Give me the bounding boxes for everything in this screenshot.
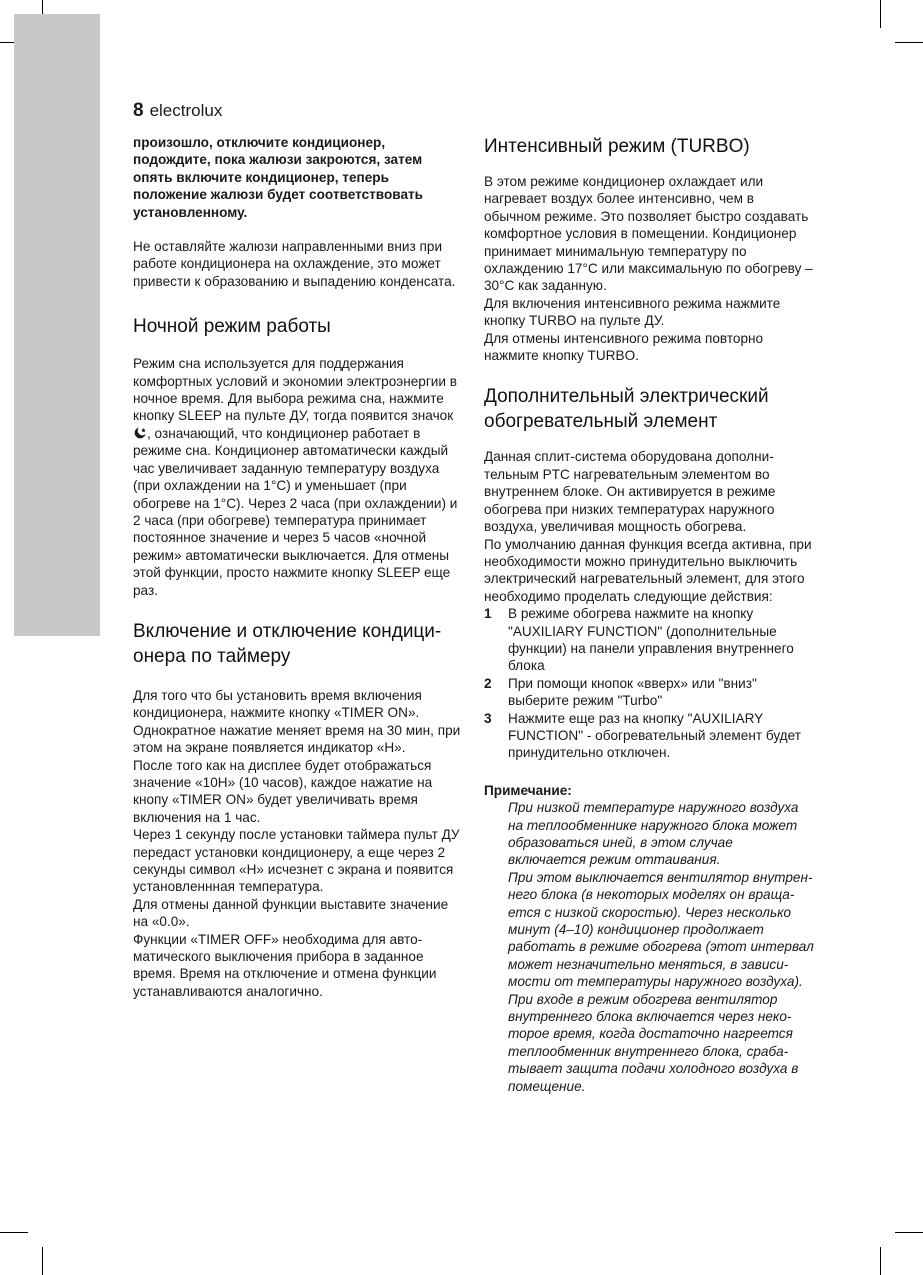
crop-mark <box>42 1247 43 1275</box>
list-item: 1 В режиме обогрева нажмите на кнопку "AUXILIARY FUNCTION" (дополнительные функции) на панели управления внутреннего блока <box>484 606 794 674</box>
right-column <box>484 134 814 1095</box>
left-column <box>133 134 463 1000</box>
note-paragraph: При этом выключается вентилятор внутреннего блока (в некоторых моделях он вращается с низкой скоростью). Через несколько минут (4–10) кондиционер продолжает работать в режиме обогрева (этот интервал может незначительно меняться, в зависимости от температуры наружного воздуха). <box>508 869 814 990</box>
note-title: Примечание: <box>484 782 572 798</box>
list-item: 2 При помощи кнопок «вверх» или "вниз" выберите режим "Turbo" <box>484 675 757 709</box>
timer-paragraph: Для отмены данной функции выставите значение на «0.0». <box>133 896 449 930</box>
section-tab <box>14 14 100 636</box>
page-number: 8 <box>133 100 144 121</box>
warning-text: Не оставляйте жалюзи направленными вниз при работе кондиционера на охлаждение, это может привести к образованию и выпадению конденсата. <box>133 239 456 289</box>
crop-mark <box>0 1232 28 1233</box>
timer-heading: Включение и отключение кондиционера по таймеру <box>133 620 442 667</box>
timer-paragraph: Через 1 секунду после установки таймера пульт ДУ передаст установки кондиционеру, а еще через 2 секунды символ «H» исчезнет с экрана и появится установленнная температура. <box>133 827 460 895</box>
note-paragraph: При низкой температуре наружного воздуха на теплообменнике наружного блока может образоваться иней, в этом случае включается режим оттаивания. <box>508 800 799 868</box>
night-mode-heading: Ночной режим работы <box>133 316 331 338</box>
crop-mark <box>895 1232 923 1233</box>
sleep-moon-icon <box>133 426 147 440</box>
turbo-paragraph: В этом режиме кондиционер охлаждает или нагревает воздух более интенсивно, чем в обычном режиме. Это позволяет быстро создавать комфортное условия в помещении. Кондиционер принимает минимальную температуру по охлаждению 17°C или максимальную по обогреву – 30°C как заданную. <box>484 174 813 294</box>
list-item: 3 Нажмите еще раз на кнопку "AUXILIARY FUNCTION" - обогревательный элемент будет принудительно отключен. <box>484 710 801 761</box>
turbo-paragraph: Для отмены интенсивного режима повторно нажмите кнопку TURBO. <box>484 330 764 364</box>
timer-paragraph: Для того что бы установить время включения кондиционера, нажмите кнопку «TIMER ON». Однократное нажатие меняет время на 30 мин, при этом на экране появляется индикатор «H». <box>133 687 461 756</box>
night-mode-text: Режим сна используется для поддержания комфортных условий и экономии электроэнергии в ночное время. Для выбора режима сна, нажмите кнопку SLEEP на пульте ДУ, тогда появится значок , означающий, что кондиционер работает в режиме сна. Кондиционер автоматически каждый час увеличивает заданную температуру воздуха (при охлаждении на 1°C) и уменьшает (при обогреве на 1°C). Через 2 часа (при охлаждении) и 2 часа (при обогреве) температура принимает постоянное значение и через 5 часов «ночной режим» автоматически выключается. Для отмены этой функции, просто нажмите кнопку SLEEP еще раз. <box>133 356 458 598</box>
turbo-heading: Интенсивный режим (TURBO) <box>484 136 750 157</box>
brand-name: electrolux <box>149 101 223 120</box>
note-body <box>484 799 814 1095</box>
heater-paragraph: По умолчанию данная функция всегда активна, при необходимости можно принудительно выключить электрический нагревательный элемент, для этого необходимо проделать следующие действия: <box>484 536 812 604</box>
turbo-paragraph: Для включения интенсивного режима нажмите кнопку TURBO на пульте ДУ. <box>484 295 781 329</box>
intro-bold-text: произошло, отключите кондиционер, подождите, пока жалюзи закроются, затем опять включите кондиционер, теперь положение жалюзи будет соответствовать установленному. <box>133 135 424 220</box>
heater-heading: Дополнительный электрический обогревательный элемент <box>484 386 769 433</box>
page-header <box>133 100 222 122</box>
steps-list <box>484 605 814 762</box>
crop-mark <box>880 1247 881 1275</box>
crop-mark <box>880 0 881 28</box>
crop-mark <box>895 42 923 43</box>
heater-paragraph: Данная сплит-система оборудована дополнительным PTC нагревательным элементом во внутреннем блоке. Он активируется в режиме обогрева при низких температурах наружного воздуха, увеличивая мощность обогрева. <box>484 449 776 535</box>
note-paragraph: При входе в режим обогрева вентилятор внутреннего блока включается через некоторое время, когда достаточно нагреется теплообменник внутреннего блока, срабатывает защита подачи холодного воздуха в помещение. <box>508 991 799 1094</box>
timer-paragraph: После того как на дисплее будет отображаться значение «10H» (10 часов), каждое нажатие на кнопу «TIMER ON» будет увеличивать время включения на 1 час. <box>133 757 433 825</box>
timer-paragraph: Функции «TIMER OFF» необходима для автоматического выключения прибора в заданное время. Время на отключение и отмена функции устанавливаются аналогично. <box>133 931 437 999</box>
